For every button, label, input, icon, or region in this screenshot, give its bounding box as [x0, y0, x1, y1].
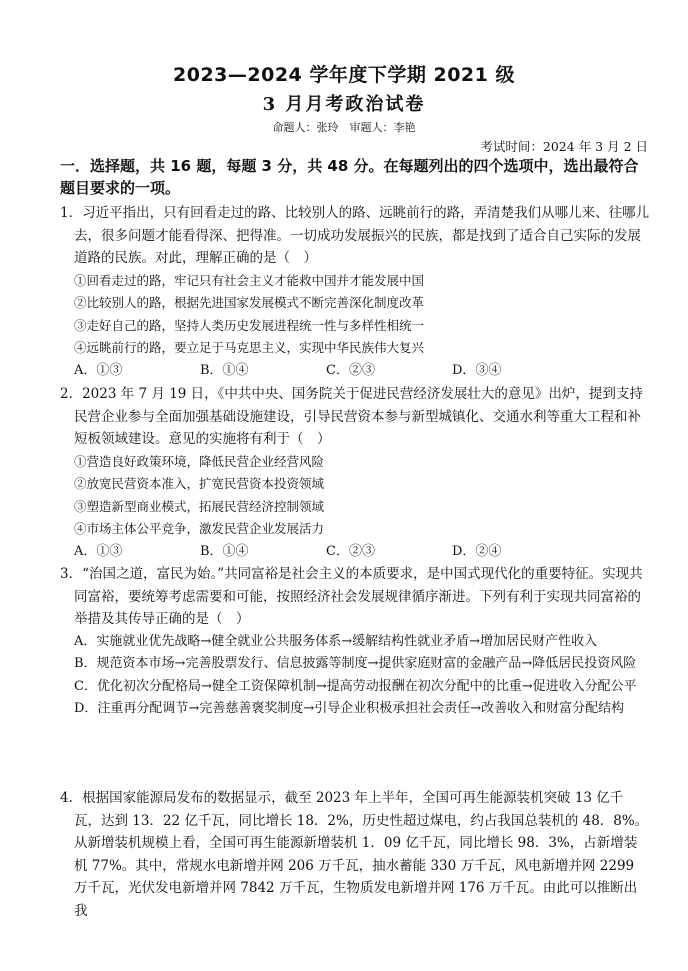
- question-1: [60, 202, 650, 382]
- question-2: [60, 383, 650, 563]
- question-stem: 2．2023 年 7 月 19 日，《中共中央、国务院关于促进民营经济发展壮大的意见》出炉，提到支持民营企业参与全面加强基础设施建设，引导民营资本参与新型城镇化、交通水利等重大工程和补短板领域建设。意见的实施将有利于（ ）: [60, 386, 643, 447]
- option-d: D．注重再分配调节→完善慈善褒奖制度→引导企业积极承担社会责任→改善收入和财富分配结构: [74, 701, 625, 716]
- choice-d: D．②④: [452, 543, 502, 559]
- option-b: B．规范资本市场→完善股票发行、信息披露等制度→提供家庭财富的金融产品→降低居民投资风险: [74, 656, 637, 671]
- question-stem: 3．“治国之道，富民为始。”共同富裕是社会主义的本质要求，是中国式现代化的重要特征。实现共同富裕，要统筹考虑需要和可能，按照经济社会发展规律循序渐进。下列有利于实现共同富裕的举措及其传导正确的是（ ）: [60, 566, 643, 627]
- choice-c: C．②③: [326, 362, 375, 378]
- question-stem: 1．习近平指出，只有回看走过的路、比较别人的路、远眺前行的路，弄清楚我们从哪儿来、往哪儿去，很多问题才能看得深、把得准。一切成功发展振兴的民族，都是找到了适合自己实际的发展道路的民族。对此，理解正确的是（ ）: [60, 205, 650, 266]
- question-3: [60, 563, 650, 721]
- choice-a: A．①③: [74, 543, 123, 559]
- choice-b: B．①④: [200, 543, 249, 559]
- statement-item: ①回看走过的路，牢记只有社会主义才能救中国并才能发展中国: [74, 272, 425, 288]
- choice-a: A．①③: [74, 362, 123, 378]
- exam-subtitle: 3 月月考政治试卷: [262, 94, 426, 115]
- option-c: C．优化初次分配格局→健全工资保障机制→提高劳动报酬在初次分配中的比重→促进收入分配公平: [74, 678, 637, 694]
- option-a: A．实施就业优先战略→健全就业公共服务体系→缓解结构性就业矛盾→增加居民财产性收入: [74, 633, 598, 649]
- exam-time: 考试时间：2024 年 3 月 2 日: [480, 139, 648, 154]
- answer-choices: [60, 360, 650, 383]
- section-heading: 一．选择题，共 16 题，每题 3 分，共 48 分。在每题列出的四个选项中，选出最符合题目要求的一项。: [60, 157, 639, 197]
- question-4: [60, 787, 650, 922]
- choice-d: D．③④: [452, 362, 502, 378]
- authors-line: 命题人：张玲 审题人：李艳: [272, 121, 416, 134]
- question-stem: 4．根据国家能源局发布的数据显示，截至 2023 年上半年，全国可再生能源装机突破 13 亿千瓦，达到 13．22 亿千瓦，同比增长 18．2%，历史性超过煤电，约占我国总装机的 48．8%。从新增装机规模上看，全国可再生能源新增装机 1．09 亿千瓦，同比增长 98．3%，占新增装机 77%。其中，常规水电新增并网 206 万千瓦，抽水蓄能 330 万千瓦，风电新增并网 2299 万千瓦，光伏发电新增并网 7842 万千瓦，生物质发电新增并网 176 万千瓦。由此可以推断出我: [60, 790, 649, 919]
- choice-b: B．①④: [200, 362, 249, 378]
- exam-title: 2023—2024 学年度下学期 2021 级: [173, 64, 515, 86]
- statement-item: ③塑造新型商业模式，拓展民营经济控制领域: [74, 498, 325, 514]
- statement-item: ②放宽民营资本准入，扩宽民营资本投资领域: [74, 476, 325, 491]
- statement-item: ④市场主体公平竞争，激发民营企业发展活力: [74, 521, 325, 536]
- choice-c: C．②③: [326, 543, 375, 559]
- statement-item: ①营造良好政策环境，降低民营企业经营风险: [74, 453, 325, 469]
- statement-item: ④远眺前行的路，要立足于马克思主义，实现中华民族伟大复兴: [74, 340, 425, 355]
- answer-choices: [60, 541, 650, 564]
- statement-item: ③走好自己的路，坚持人类历史发展进程统一性与多样性相统一: [74, 317, 425, 333]
- statement-item: ②比较别人的路，根据先进国家发展模式不断完善深化制度改革: [74, 295, 425, 310]
